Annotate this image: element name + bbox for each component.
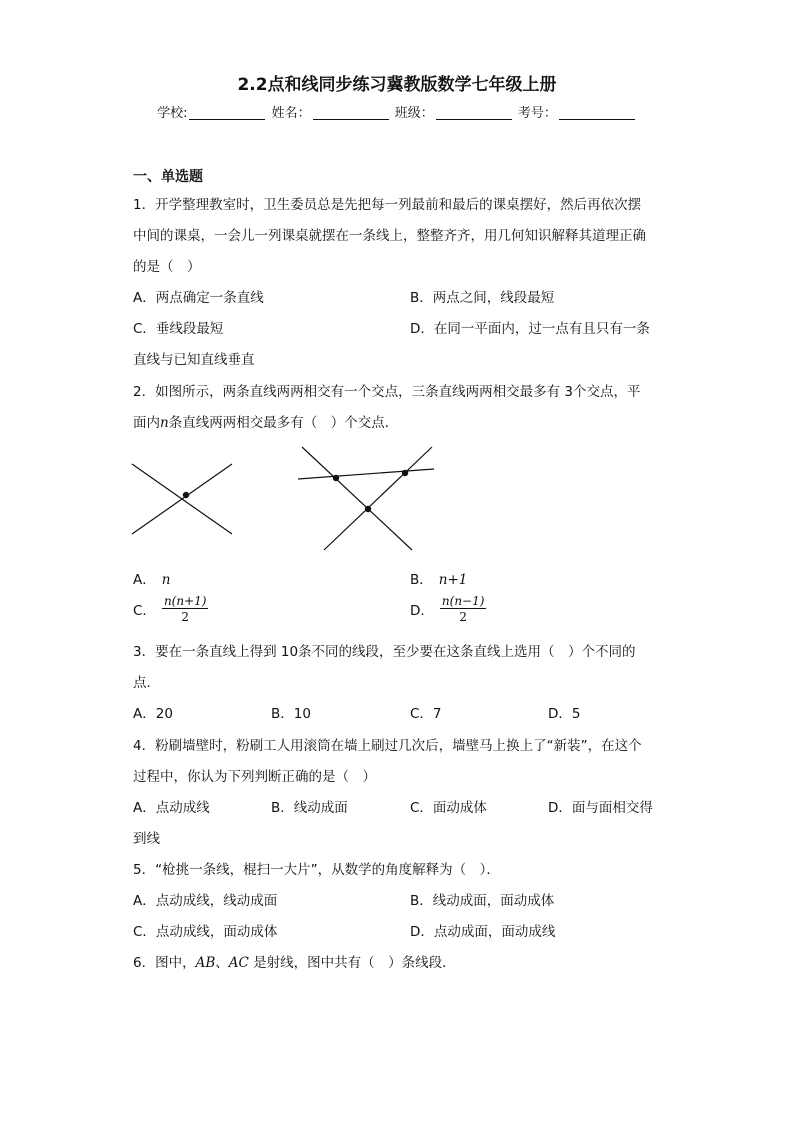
section-heading: 一、单选题 [133,169,203,185]
name-label: 姓名： [271,106,311,121]
q1-option-a[interactable]: A．两点确定一条直线 [133,290,264,306]
intersection-point [183,492,189,498]
q3-option-d[interactable]: D．5 [548,706,581,722]
class-blank[interactable] [436,106,512,120]
school-label: 学校: [157,106,188,121]
q2-line-1: 2．如图所示，两条直线两两相交有一个交点，三条直线两两相交最多有 3个交点，平 [133,384,641,400]
q5-option-c[interactable]: C．点动成线，面动成体 [133,924,278,940]
number-label: 考号： [517,106,557,121]
q1-option-c[interactable]: C．垂线段最短 [133,321,224,337]
q2-option-b-math: n+1 [438,572,468,588]
q2-option-d-label: D． [410,603,434,619]
intersection-point-1 [333,475,339,481]
school-blank[interactable] [189,106,265,120]
q5-line-1: 5．“枪挑一条线，棍扫一大片”，从数学的角度解释为（ ）． [133,862,500,878]
class-label: 班级： [394,106,434,121]
q2-option-a[interactable] [133,568,170,588]
q4-line-2: 过程中，你认为下列判断正确的是（ ） [133,769,376,785]
name-blank[interactable] [313,106,389,120]
q4-line-1: 4．粉刷墙壁时，粉刷工人用滚筒在墙上刷过几次后，墙壁马上换上了“新装”，在这个 [133,738,642,754]
intersection-point-2 [402,470,408,476]
q2-option-c[interactable] [133,594,208,624]
q4-option-d-cont: 到线 [133,831,160,847]
q6-ray-ab: AB [195,955,216,971]
q6-sep: 、 [215,955,229,971]
q4-option-c[interactable]: C．面动成体 [410,800,487,816]
page-title: 2.2点和线同步练习冀教版数学七年级上册 [237,75,557,95]
q1-option-d[interactable]: D．在同一平面内，过一点有且只有一条 [410,321,650,337]
q3-option-c[interactable]: C．7 [410,706,442,722]
q5-option-b[interactable]: B．线动成面，面动成体 [410,893,555,909]
q1-line-1: 1．开学整理教室时，卫生委员总是先把每一列最前和最后的课桌摆好，然后再依次摆 [133,197,642,213]
q4-option-a[interactable]: A．点动成线 [133,800,210,816]
q6-line-1 [133,951,456,971]
q2-option-a-label: A． [133,572,156,588]
q2-option-d[interactable] [410,594,486,624]
q2-option-d-numerator: n(n−1) [441,594,485,608]
number-blank[interactable] [559,106,635,120]
q4-option-d[interactable]: D．面与面相交得 [548,800,653,816]
q6-pre: 6．图中， [133,955,196,971]
q2-option-b-label: B． [410,572,433,588]
q1-option-b[interactable]: B．两点之间，线段最短 [410,290,555,306]
q2-option-c-fraction [162,594,209,624]
q5-option-d[interactable]: D．点动成面，面动成线 [410,924,556,940]
two-lines-figure [128,458,240,540]
q2-n-variable: n [160,415,169,431]
q2-option-c-numerator: n(n+1) [163,594,207,608]
q3-line-2: 点． [133,675,160,691]
q3-option-b[interactable]: B．10 [271,706,311,722]
q6-ray-ac: AC [228,955,249,971]
line-2 [324,447,432,550]
q2-option-c-label: C． [133,603,156,619]
q2-option-a-math: n [161,572,171,588]
q5-option-a[interactable]: A．点动成线，线动成面 [133,893,278,909]
q3-option-a[interactable]: A．20 [133,706,173,722]
q6-post: 是射线，图中共有（ ）条线段． [248,955,456,971]
q1-line-2: 中间的课桌，一会儿一列课桌就摆在一条线上，整整齐齐，用几何知识解释其道理正确 [133,228,646,244]
q2-line-2a: 面内 [133,415,160,431]
q2-option-d-denominator: 2 [459,610,467,624]
q2-option-d-fraction [440,594,487,624]
q4-option-b[interactable]: B．线动成面 [271,800,348,816]
q2-option-c-denominator: 2 [181,610,190,624]
line-3 [298,469,434,479]
student-info-row [0,102,794,121]
q2-option-b[interactable] [410,568,467,588]
q3-line-1: 3．要在一条直线上得到 10条不同的线段，至少要在这条直线上选用（ ）个不同的 [133,644,636,660]
line-1 [302,447,412,550]
intersection-point-3 [365,506,371,512]
q1-option-d-cont: 直线与已知直线垂直 [133,352,255,368]
three-lines-figure [292,442,440,554]
q1-line-3: 的是（ ） [133,259,201,275]
q2-line-2 [133,411,398,431]
q2-line-2b: 条直线两两相交最多有（ ）个交点． [168,415,399,431]
